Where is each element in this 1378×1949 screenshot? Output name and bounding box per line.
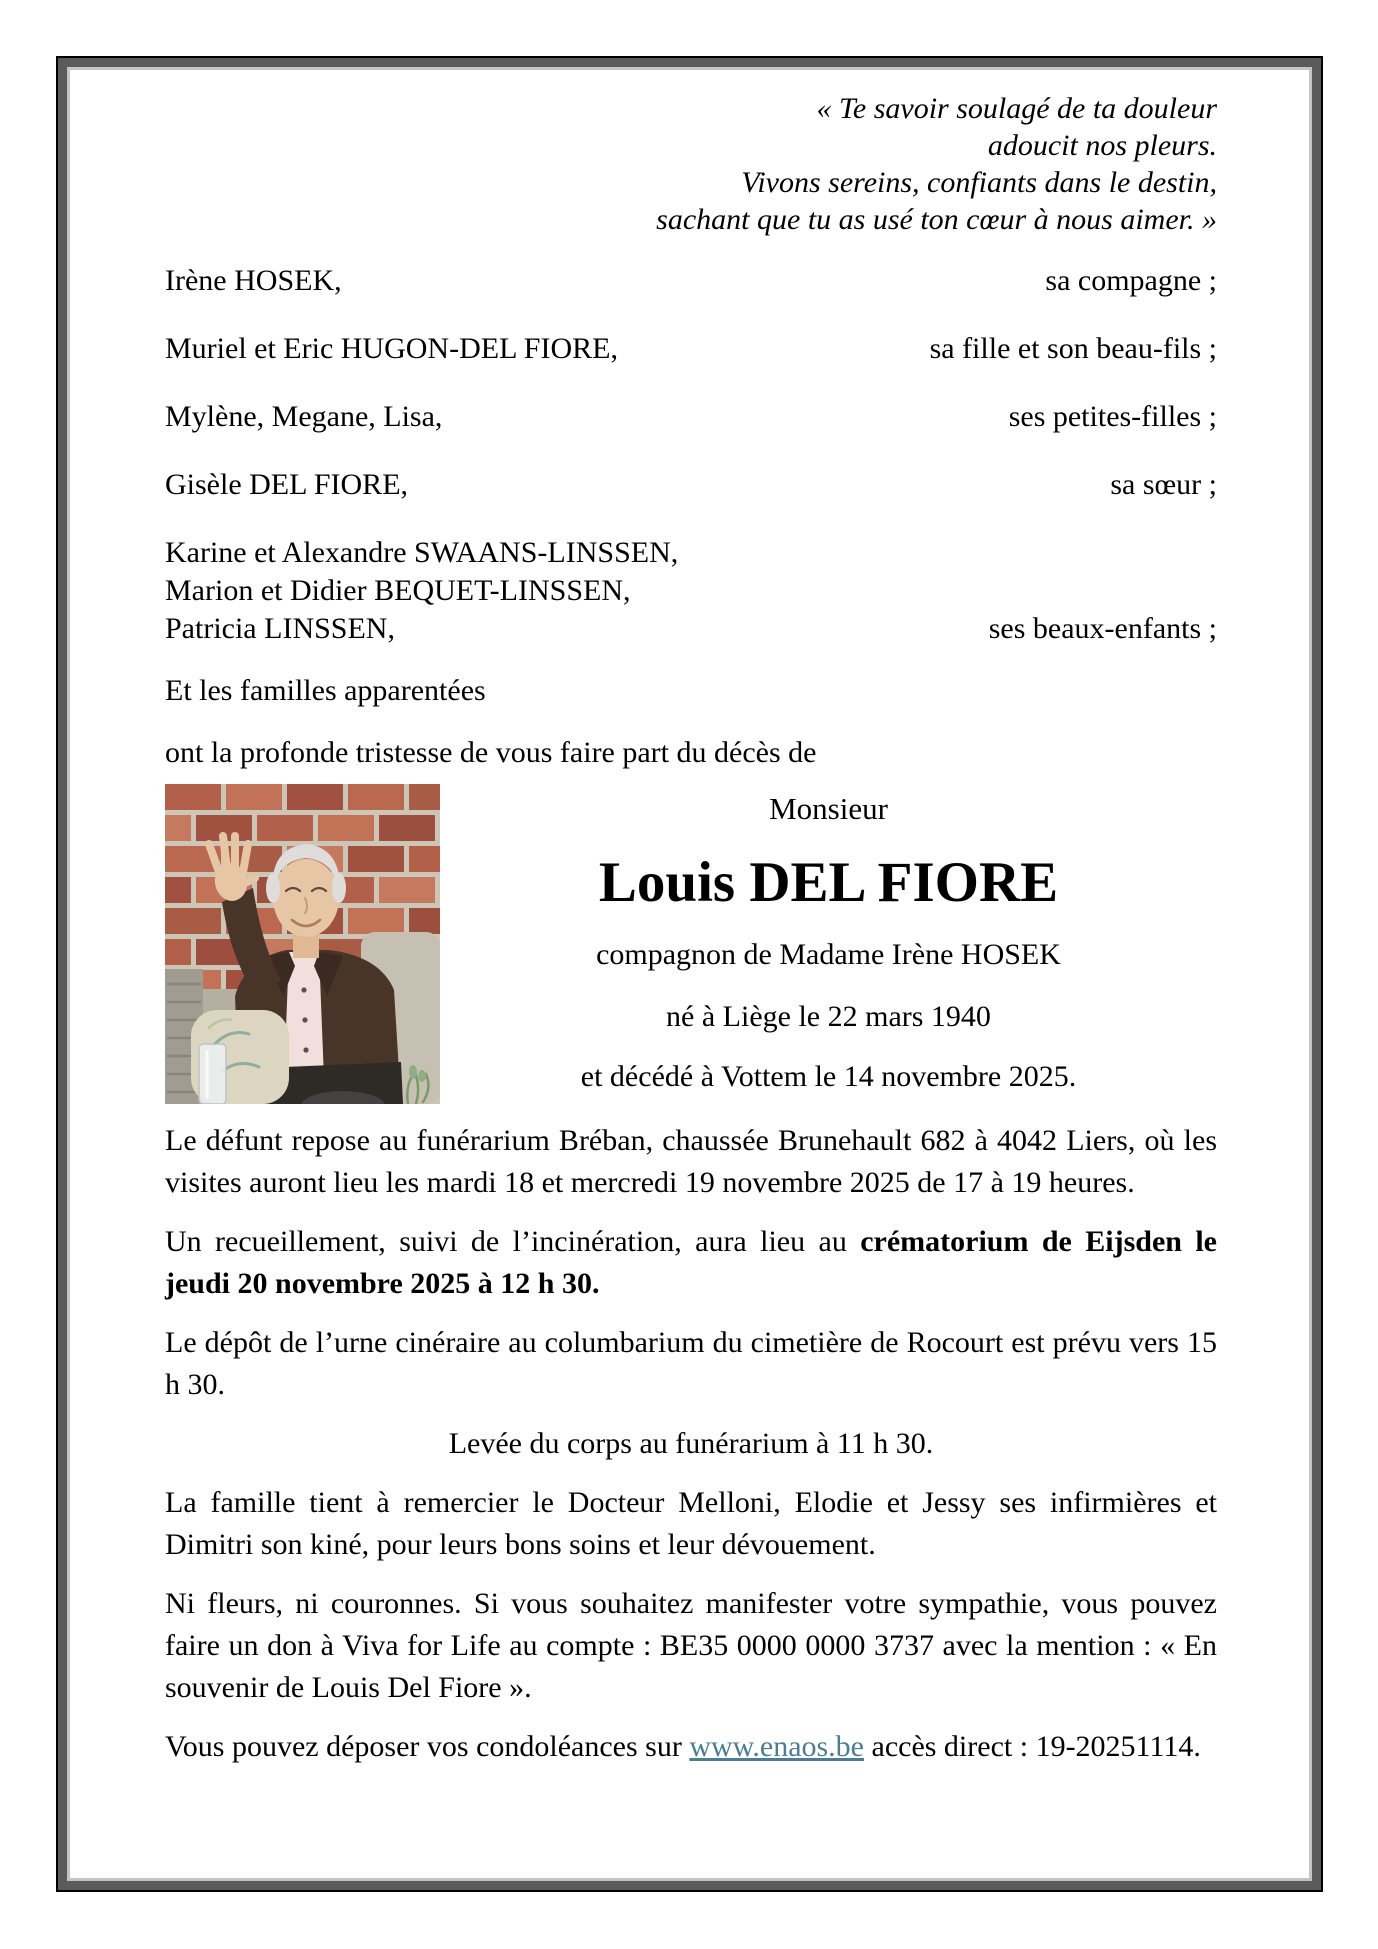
relative-group-row [165, 534, 1217, 648]
paragraph-urne: Le dépôt de l’urne cinéraire au columbarium du cimetière de Rocourt est prévu vers 15 h 30. [165, 1326, 1217, 1401]
relative-group-names [165, 534, 678, 648]
announcement-line: ont la profonde tristesse de vous faire part du décès de [165, 736, 817, 769]
enaos-link[interactable]: www.enaos.be [689, 1730, 864, 1763]
drinking-glass [199, 1044, 226, 1104]
quote-line-1: « Te savoir soulagé de ta douleur [816, 92, 1217, 125]
paragraph-remerciement: La famille tient à remercier le Docteur Melloni, Elodie et Jessy ses infirmières et Dimitri son kiné, pour leurs bons soins et leur dévouement. [165, 1486, 1217, 1561]
paragraph-recueillement [165, 1221, 1217, 1305]
photo-and-identity-row [165, 784, 1217, 1104]
relative-relation: sa sœur ; [1110, 468, 1217, 501]
families-line: Et les familles apparentées [165, 674, 486, 707]
quote-line-3: Vivons sereins, confiants dans le destin, [741, 166, 1217, 199]
death-line: et décédé à Vottem le 14 novembre 2025. [580, 1060, 1077, 1093]
relative-name: Gisèle DEL FIORE, [165, 468, 409, 501]
relative-row [165, 330, 1217, 368]
portrait-photo [165, 784, 440, 1104]
condoleances-text-after: accès direct : 19-20251114. [864, 1730, 1201, 1763]
recueillement-text: Un recueillement, suivi de l’incinération, aura lieu au [165, 1225, 861, 1258]
relative-relation: sa compagne ; [1045, 264, 1217, 297]
memorial-quote [165, 90, 1217, 238]
relative-name: Mylène, Megane, Lisa, [165, 400, 443, 433]
deceased-identity-block [440, 784, 1217, 1096]
paragraph-repose: Le défunt repose au funérarium Bréban, chaussée Brunehault 682 à 4042 Liers, où les visites auront lieu les mardi 18 et mercredi 19 novembre 2025 de 17 à 19 heures. [165, 1124, 1217, 1199]
paragraph-levee: Levée du corps au funérarium à 11 h 30. [448, 1427, 934, 1460]
relative-row [165, 398, 1217, 436]
relative-name: Marion et Didier BEQUET-LINSSEN, [165, 574, 631, 607]
page-frame [56, 56, 1323, 1892]
page-frame-mid [58, 58, 1321, 1890]
relative-relation: ses beaux-enfants ; [988, 612, 1217, 645]
page-content [67, 67, 1312, 1881]
condoleances-text-before: Vous pouvez déposer vos condoléances sur [165, 1730, 690, 1763]
companion-line: compagnon de Madame Irène HOSEK [596, 938, 1061, 971]
quote-line-4: sachant que tu as usé ton cœur à nous aimer. » [656, 203, 1217, 236]
relative-row [165, 262, 1217, 300]
relative-relation: sa fille et son beau-fils ; [929, 332, 1217, 365]
cremation-details-bold: crématorium de Eijsden le jeudi 20 novembre 2025 à 12 h 30. [165, 1225, 1217, 1300]
deceased-title: Monsieur [769, 791, 888, 826]
birth-line: né à Liège le 22 mars 1940 [666, 1000, 991, 1033]
relative-name: Patricia LINSSEN, [165, 612, 395, 645]
relative-row [165, 466, 1217, 504]
paragraph-condoleances [165, 1726, 1217, 1768]
relative-name: Muriel et Eric HUGON-DEL FIORE, [165, 332, 618, 365]
relative-name: Karine et Alexandre SWAANS-LINSSEN, [165, 536, 679, 569]
paragraph-fleurs: Ni fleurs, ni couronnes. Si vous souhaitez manifester votre sympathie, vous pouvez faire un don à Viva for Life au compte : BE35 0000 0000 3737 avec la mention : « En souvenir de Louis Del Fiore ». [165, 1587, 1217, 1704]
quote-line-2: adoucit nos pleurs. [987, 129, 1217, 162]
relative-name: Irène HOSEK, [165, 264, 342, 297]
relative-relation: ses petites-filles ; [1008, 400, 1217, 433]
relatives-list [165, 262, 1217, 772]
deceased-name: Louis DEL FIORE [598, 851, 1059, 914]
